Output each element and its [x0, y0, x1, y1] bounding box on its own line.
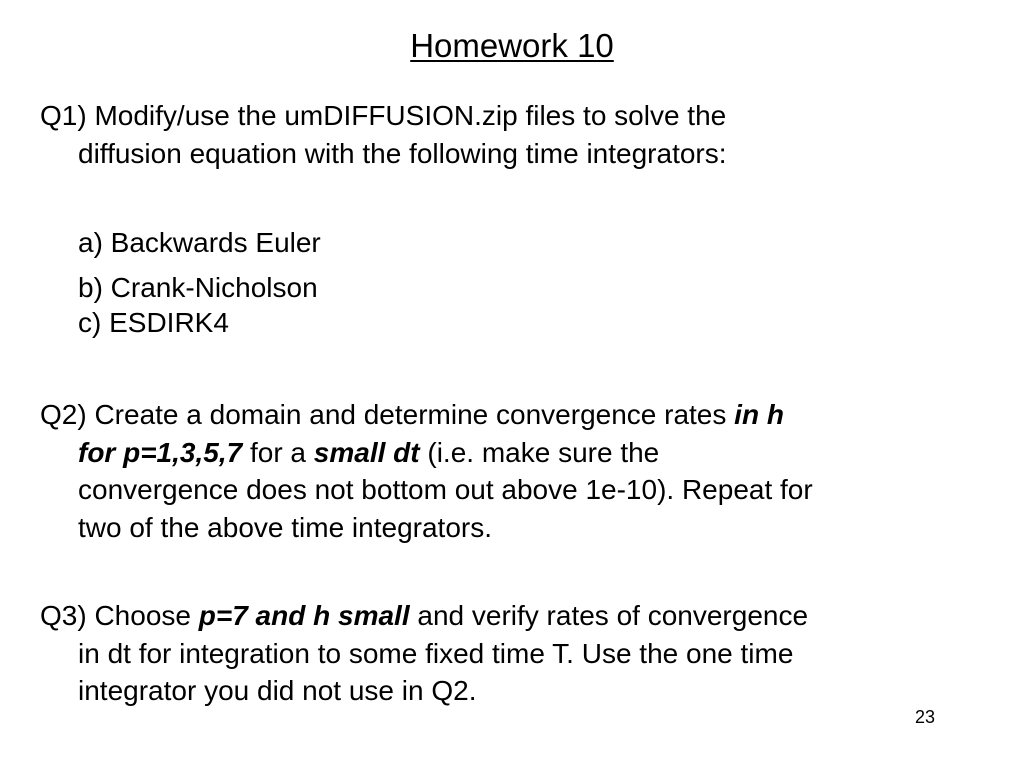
- integrator-item-b: b) Crank-Nicholson: [78, 272, 318, 303]
- question-3-emphasis: p=7 and h small: [198, 600, 410, 631]
- question-1: [40, 97, 990, 172]
- question-2-emphasis-small-dt: small dt: [313, 436, 420, 468]
- question-1-line-1: Q1) Modify/use the umDIFFUSION.zip files to solve the: [40, 100, 727, 131]
- question-2-text: Q2) Create a domain and determine convergence rates: [40, 399, 735, 430]
- question-2-emphasis-p-values: for p=1,3,5,7: [78, 436, 243, 468]
- question-2-line-2: [40, 434, 990, 472]
- question-2-emphasis-in-h: in h: [734, 399, 784, 430]
- integrator-item-a: a) Backwards Euler: [78, 227, 321, 258]
- question-2-line-3: convergence does not bottom out above 1e-10). Repeat for: [78, 474, 813, 505]
- question-3-text: and verify rates of convergence: [409, 600, 809, 631]
- page-number: 23: [914, 707, 936, 727]
- question-3: [40, 597, 990, 710]
- question-2-text: (i.e. make sure the: [419, 436, 660, 468]
- integrator-item-c: c) ESDIRK4: [78, 307, 229, 338]
- question-3-line-1: [40, 597, 990, 635]
- question-2: [40, 396, 990, 546]
- question-3-line-2: in dt for integration to some fixed time T. Use the one time: [78, 637, 794, 669]
- question-2-text: for a: [242, 436, 314, 468]
- question-3-line-3: integrator you did not use in Q2.: [78, 675, 477, 706]
- slide-title: Homework 10: [410, 27, 614, 64]
- question-1-line-2: diffusion equation with the following time integrators:: [78, 137, 727, 169]
- question-3-text: Q3) Choose: [40, 600, 199, 631]
- question-2-line-4: two of the above time integrators.: [78, 511, 492, 543]
- question-2-line-1: [40, 396, 990, 434]
